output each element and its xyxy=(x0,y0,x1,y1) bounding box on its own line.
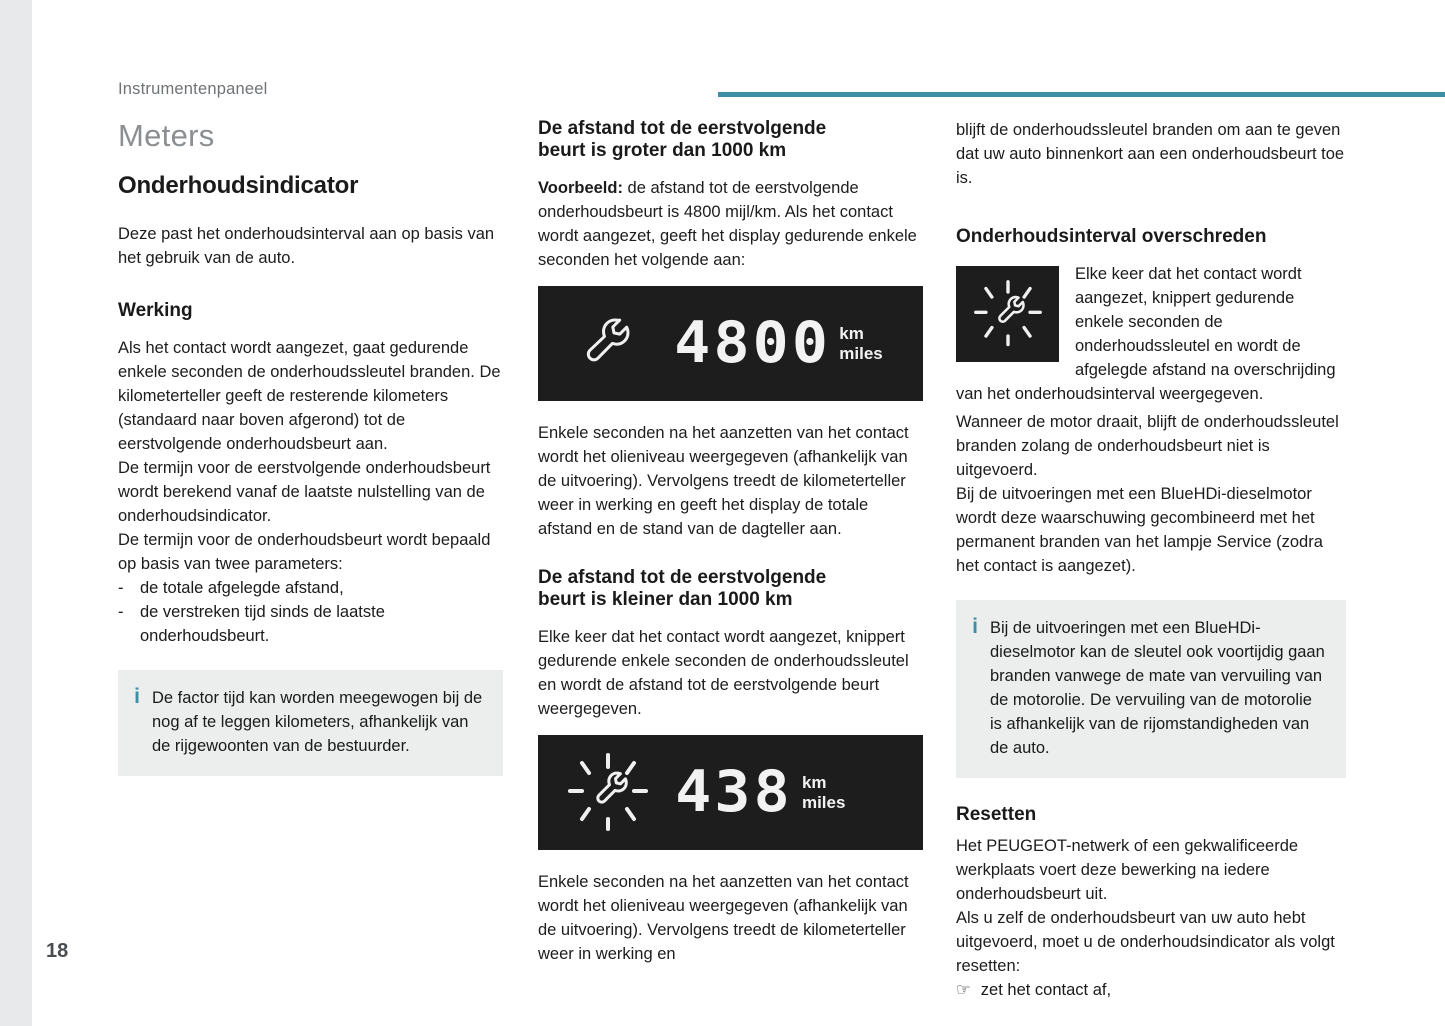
dash-marker: - xyxy=(118,579,124,597)
after-display-2-text: Enkele seconden na het aanzetten van het contact wordt het olieniveau weergegeven (afhankelijk van de uitvoering). Vervolgens treedt de kilometerteller weer in werking en xyxy=(538,873,909,963)
engine-running-paragraph: Wanneer de motor draait, blijft de onderhoudssleutel branden zolang de onderhoudsbeurt niet is uitgevoerd. xyxy=(956,413,1339,479)
paragraph-smaller-distance: Elke keer dat het contact wordt aangezet, knippert gedurende enkele seconden de onderhoudssleutel en wordt de afstand tot de eerstvolgende beurt weergegeven. xyxy=(538,628,909,718)
example-label: Voorbeeld: xyxy=(538,179,623,197)
display-value: 438 xyxy=(675,759,793,825)
parameters-list xyxy=(118,576,503,648)
instrument-display-438 xyxy=(538,735,923,850)
after-display-1-text: Enkele seconden na het aanzetten van het contact wordt het olieniveau weergegeven (afhankelijk van de uitvoering). Vervolgens treedt de kilometerteller weer in werking en geeft het display de totale afstand en de stand van de dagteller aan. xyxy=(538,424,909,538)
info-note-box xyxy=(956,600,1346,778)
info-note-box xyxy=(118,670,503,776)
chapter-title: Meters xyxy=(118,118,215,153)
info-note-text: Bij de uitvoeringen met een BlueHDi-dieselmotor kan de sleutel ook voortijdig gaan branden vanwege de mate van vervuiling van de motorolie. De vervuiling van de motorolie is afhankelijk van de rijomstandigheden van de auto. xyxy=(990,619,1325,757)
display-units xyxy=(839,324,882,364)
procedure-step-label: zet het contact af, xyxy=(980,981,1112,999)
pointing-hand-icon: ☞ xyxy=(956,981,971,999)
column-right xyxy=(956,118,1346,1002)
heading-interval-exceeded: Onderhoudsinterval overschreden xyxy=(956,226,1267,247)
unit-km: km xyxy=(801,772,827,792)
info-note-text: De factor tijd kan worden meegewogen bij de nog af te leggen kilometers, afhankelijk van de rijgewoonten van de bestuurder. xyxy=(152,689,483,755)
heading-distance-greater xyxy=(538,118,923,162)
figure-wrap-text: Elke keer dat het contact wordt aangezet, knippert gedurende enkele seconden de onderhoudssleutel en wordt de afgelegde afstand na overschrijding van het onderhoudsinterval weergegeven. xyxy=(956,265,1336,403)
list-item-label: de totale afgelegde afstand, xyxy=(140,579,344,597)
page-edge-bar xyxy=(0,0,32,1026)
breadcrumb: Instrumentenpaneel xyxy=(118,80,268,98)
intro-paragraph: Deze past het onderhoudsinterval aan op basis van het gebruik van de auto. xyxy=(118,225,495,267)
list-item xyxy=(118,576,503,600)
display-units xyxy=(802,773,845,813)
instrument-display-4800 xyxy=(538,286,923,401)
info-icon: i xyxy=(134,685,140,708)
procedure-step xyxy=(956,978,1346,1002)
list-item xyxy=(118,600,503,648)
page-number: 18 xyxy=(46,940,69,962)
heading-line-2: beurt is groter dan 1000 km xyxy=(538,140,787,161)
display-value: 4800 xyxy=(674,310,832,376)
unit-miles: miles xyxy=(801,792,846,812)
unit-km: km xyxy=(839,323,864,343)
blinking-wrench-icon xyxy=(538,751,678,835)
heading-resetten: Resetten xyxy=(956,804,1037,825)
page-title: Onderhoudsindicator xyxy=(118,172,359,199)
heading-werking: Werking xyxy=(118,300,193,321)
unit-miles: miles xyxy=(839,343,883,363)
column-left xyxy=(118,118,503,776)
heading-line-1: De afstand tot de eerstvolgende xyxy=(538,118,827,139)
heading-line-2: beurt is kleiner dan 1000 km xyxy=(538,589,793,610)
dash-marker: - xyxy=(118,603,124,621)
example-text: de afstand tot de eerstvolgende onderhoudsbeurt is 4800 mijl/km. Als het contact wordt aangezet, geeft het display gedurende enkele seconden het volgende aan: xyxy=(538,179,917,269)
header-rule xyxy=(718,92,1445,97)
figure-with-text xyxy=(956,262,1346,406)
continuation-paragraph: blijft de onderhoudssleutel branden om aan te geven dat uw auto binnenkort aan een onderhoudsbeurt toe is. xyxy=(956,121,1345,187)
werking-paragraph-3: De termijn voor de onderhoudsbeurt wordt bepaald op basis van twee parameters: xyxy=(118,531,491,573)
resetten-paragraph-1: Het PEUGEOT-netwerk of een gekwalificeerde werkplaats voert deze bewerking na iedere onderhoudsbeurt uit. xyxy=(956,837,1299,903)
heading-line-1: De afstand tot de eerstvolgende xyxy=(538,567,827,588)
list-item-label: de verstreken tijd sinds de laatste onderhoudsbeurt. xyxy=(140,603,385,645)
resetten-paragraph-2: Als u zelf de onderhoudsbeurt van uw auto hebt uitgevoerd, moet u de onderhoudsindicator als volgt resetten: xyxy=(956,909,1335,975)
info-icon: i xyxy=(972,615,978,638)
bluehdi-paragraph: Bij de uitvoeringen met een BlueHDi-dieselmotor wordt deze waarschuwing gecombineerd met het permanent branden van het lampje Service (zodra het contact is aangezet). xyxy=(956,485,1323,575)
column-middle xyxy=(538,118,923,980)
example-paragraph xyxy=(538,176,923,272)
werking-paragraph-1: Als het contact wordt aangezet, gaat gedurende enkele seconden de onderhoudssleutel branden. De kilometerteller geeft de resterende kilometers (standaard naar boven afgerond) tot de eerstvolgende onderhoudsbeurt aan. xyxy=(118,339,501,453)
heading-distance-smaller xyxy=(538,567,923,611)
wrench-icon xyxy=(538,317,678,371)
maintenance-key-figure xyxy=(956,266,1059,362)
werking-paragraph-2: De termijn voor de eerstvolgende onderhoudsbeurt wordt berekend vanaf de laatste nulstelling van de onderhoudsindicator. xyxy=(118,459,491,525)
